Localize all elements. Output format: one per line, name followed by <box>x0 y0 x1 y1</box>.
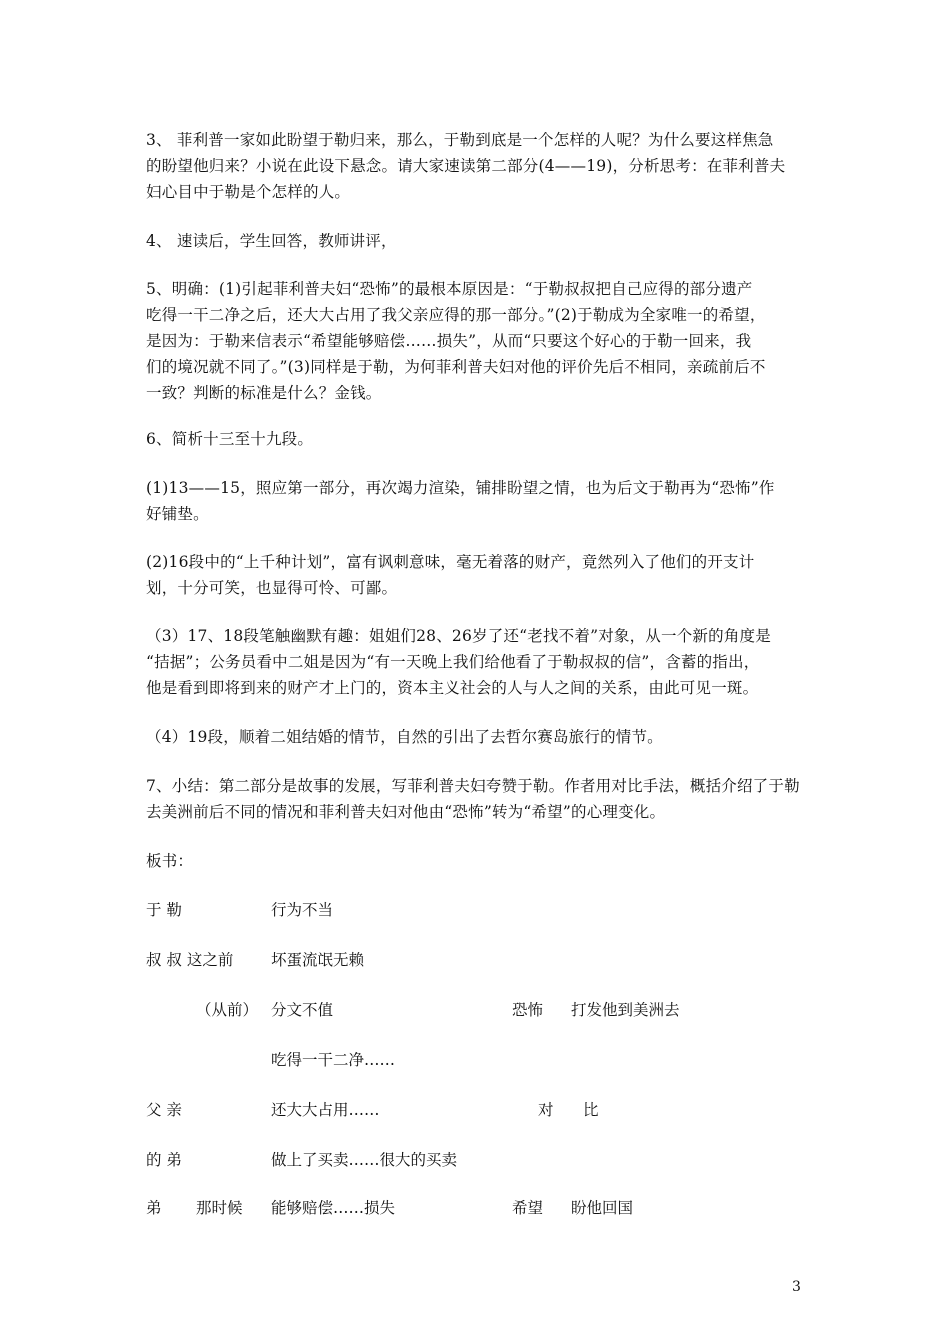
text-line: “拮据”；公务员看中二姐是因为“有一天晚上我们给他看了于勒叔叔的信”，含蓄的指出， <box>146 653 760 671</box>
board-label: 弟 <box>146 1199 162 1217</box>
text-line: (2)16段中的“上千种计划”，富有讽刺意味，毫无着落的财产，竟然列入了他们的开支计 <box>146 553 755 571</box>
text-line: 是因为：于勒来信表示“希望能够赔偿……损失”，从而“只要这个好心的于勒一回来，我 <box>146 332 752 350</box>
board-item: 希望 <box>512 1199 544 1217</box>
paragraph-6-3 <box>146 623 811 701</box>
board-item: 打发他到美洲去 <box>571 1001 680 1019</box>
text-line: 划，十分可笑，也显得可怜、可鄙。 <box>146 579 398 597</box>
text-line: (1)13——15，照应第一部分，再次竭力渲染，铺排盼望之情，也为后文于勒再为“恐怖”作 <box>146 479 775 497</box>
text-line: 3、 菲利普一家如此盼望于勒归来，那么，于勒到底是一个怎样的人呢？为什么要这样焦急 <box>146 131 774 149</box>
board-item: 对 比 <box>538 1101 599 1119</box>
board-heading <box>146 848 811 874</box>
board-item: 能够赔偿……损失 <box>271 1199 396 1217</box>
board-item: 分文不值 <box>271 1001 334 1019</box>
paragraph-6-4 <box>146 724 811 750</box>
board-label: 的 弟 <box>146 1151 182 1169</box>
board-label: 于 勒 <box>146 901 182 919</box>
board-label: 父 亲 <box>146 1101 182 1119</box>
text-line: 一致？判断的标准是什么？金钱。 <box>146 384 382 402</box>
board-item: 做上了买卖……很大的买卖 <box>271 1151 458 1169</box>
board-label: 那时候 <box>196 1199 243 1217</box>
text-line: 们的境况就不同了。”(3)同样是于勒，为何菲利普夫妇对他的评价先后不相同，亲疏前后不 <box>146 358 766 376</box>
page-number: 3 <box>792 1279 801 1295</box>
board-item: 恐怖 <box>512 1001 544 1019</box>
text-line: 吃得一干二净之后，还大大占用了我父亲应得的那一部分。”(2)于勒成为全家唯一的希望， <box>146 306 766 324</box>
paragraph-4 <box>146 228 811 254</box>
board-item: 盼他回国 <box>571 1199 634 1217</box>
board-item: 行为不当 <box>271 901 334 919</box>
paragraph-6-2 <box>146 549 811 601</box>
paragraph-3 <box>146 127 811 205</box>
text-line: 妇心目中于勒是个怎样的人。 <box>146 183 351 201</box>
paragraph-5 <box>146 276 811 406</box>
board-label: 叔 叔 这之前 <box>146 951 234 969</box>
text-line: 4、 速读后，学生回答，教师讲评， <box>146 232 397 250</box>
text-line: 板书： <box>146 852 194 870</box>
board-item: 吃得一干二净…… <box>271 1051 396 1069</box>
board-label: （从前） <box>196 1001 259 1019</box>
paragraph-6-1 <box>146 475 811 527</box>
text-line: 的盼望他归来？小说在此设下悬念。请大家速读第二部分(4——19)，分析思考：在菲利普夫 <box>146 157 786 175</box>
board-item: 还大大占用…… <box>271 1101 380 1119</box>
text-line: 去美洲前后不同的情况和菲利普夫妇对他由“恐怖”转为“希望”的心理变化。 <box>146 803 666 821</box>
text-line: 6、简析十三至十九段。 <box>146 430 314 448</box>
text-line: 他是看到即将到来的财产才上门的，资本主义社会的人与人之间的关系，由此可见一斑。 <box>146 679 759 697</box>
text-line: 7、小结：第二部分是故事的发展，写菲利普夫妇夸赞于勒。作者用对比手法，概括介绍了于勒 <box>146 777 800 795</box>
paragraph-6 <box>146 426 811 452</box>
text-line: 5、明确：(1)引起菲利普夫妇“恐怖”的最根本原因是：“于勒叔叔把自己应得的部分遗产 <box>146 280 753 298</box>
paragraph-7 <box>146 773 811 825</box>
text-line: （4）19段，顺着二姐结婚的情节，自然的引出了去哲尔赛岛旅行的情节。 <box>146 728 663 746</box>
text-line: （3）17、18段笔触幽默有趣：姐姐们28、26岁了还“老找不着”对象，从一个新的角度是 <box>146 627 771 645</box>
board-item: 坏蛋流氓无赖 <box>271 951 365 969</box>
text-line: 好铺垫。 <box>146 505 209 523</box>
